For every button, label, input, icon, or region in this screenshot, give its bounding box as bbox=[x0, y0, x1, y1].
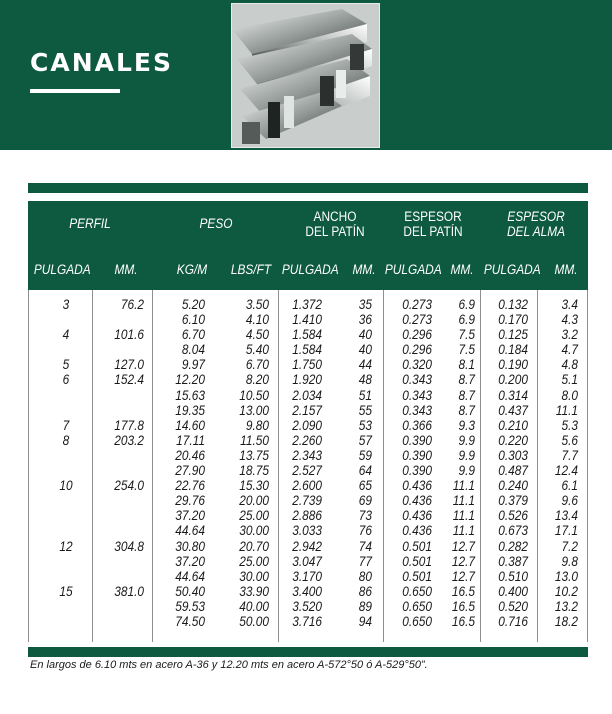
table-cell: 76 bbox=[358, 523, 372, 539]
table-cell: 0.132 bbox=[498, 297, 528, 312]
table-cell: 0.390 bbox=[402, 432, 432, 448]
table-cell bbox=[102, 448, 144, 463]
table-cell: 2.527 bbox=[292, 463, 322, 479]
header-espesor-patin-1: ESPESOR bbox=[404, 209, 462, 224]
table-cell: 11.50 bbox=[240, 432, 269, 448]
table-cell: 17.11 bbox=[176, 432, 205, 448]
table-cell: 2.034 bbox=[292, 387, 322, 403]
header-ancho-2: DEL PATÍN bbox=[305, 224, 365, 239]
table-cell: 17.1 bbox=[554, 523, 578, 539]
top-divider-bar bbox=[28, 183, 588, 193]
table-cell: 94 bbox=[358, 613, 372, 629]
table-cell: 12.7 bbox=[451, 568, 475, 584]
table-cell: 2.090 bbox=[292, 417, 322, 433]
table-cell bbox=[102, 614, 144, 629]
table-cell: 0.510 bbox=[498, 568, 528, 584]
table-cell: 0.501 bbox=[402, 568, 432, 584]
table-cell: 6.10 bbox=[181, 312, 205, 328]
table-cell: 101.6 bbox=[114, 327, 144, 343]
footnote: En largos de 6.10 mts en acero A-36 y 12.20 mts en acero A-572°50 ó A-529°50”. bbox=[30, 659, 428, 671]
table-cell: 27.90 bbox=[175, 463, 205, 479]
table-border-left bbox=[28, 290, 29, 642]
table-cell: 2.600 bbox=[292, 478, 322, 494]
table-cell bbox=[102, 463, 144, 478]
table-cell: 64 bbox=[358, 463, 372, 479]
table-cell: 14.60 bbox=[175, 417, 205, 433]
table-cell: 8.7 bbox=[458, 372, 475, 388]
table-cell: 20.00 bbox=[239, 493, 269, 509]
table-cell: 50.40 bbox=[175, 583, 205, 599]
table-cell: 6.1 bbox=[561, 478, 578, 494]
table-cell: 5.1 bbox=[561, 372, 578, 388]
table-cell: 18.2 bbox=[554, 613, 578, 629]
table-cell: 7.2 bbox=[561, 538, 578, 554]
table-cell: 12.4 bbox=[554, 463, 578, 479]
table-cell: 0.390 bbox=[402, 463, 432, 479]
table-cell: 51 bbox=[358, 387, 372, 403]
table-cell: 20.46 bbox=[175, 447, 205, 463]
table-cell: 12.7 bbox=[451, 538, 475, 554]
table-header bbox=[28, 201, 588, 290]
table-cell: 7.7 bbox=[561, 447, 578, 463]
table-cell bbox=[102, 523, 144, 538]
table-cell: 9.3 bbox=[458, 417, 475, 433]
column-lbsft bbox=[222, 297, 269, 629]
table-cell: 381.0 bbox=[114, 583, 144, 599]
table-cell: 37.20 bbox=[175, 508, 205, 524]
table-cell bbox=[102, 403, 144, 418]
column-divider bbox=[278, 290, 279, 642]
table-cell: 13.2 bbox=[554, 598, 578, 614]
table-cell: 44 bbox=[358, 357, 372, 373]
table-cell: 0.390 bbox=[402, 447, 432, 463]
table-cell bbox=[102, 508, 144, 523]
table-cell: 0.303 bbox=[498, 447, 528, 463]
subheader-patin-pulgada: PULGADA bbox=[384, 262, 442, 277]
table-cell: 10.50 bbox=[239, 387, 269, 403]
steel-channels-photo bbox=[231, 3, 380, 148]
subheader-alma-pulgada: PULGADA bbox=[483, 262, 541, 277]
table-cell: 1.584 bbox=[292, 342, 322, 358]
table-cell: 0.184 bbox=[498, 342, 528, 358]
table-cell: 2.942 bbox=[292, 538, 322, 554]
header-espesor-patin-2: DEL PATÍN bbox=[403, 224, 463, 239]
table-cell: 36 bbox=[358, 312, 372, 328]
header-ancho-1: ANCHO bbox=[313, 209, 357, 224]
table-cell: 6.70 bbox=[181, 327, 205, 343]
table-cell: 0.240 bbox=[498, 478, 528, 494]
table-cell: 5.3 bbox=[561, 417, 578, 433]
table-cell bbox=[102, 312, 144, 327]
subheader-alma-mm: MM. bbox=[554, 262, 578, 277]
table-cell: 0.190 bbox=[498, 357, 528, 373]
table-cell: 3.4 bbox=[561, 297, 578, 312]
table-cell: 0.501 bbox=[402, 553, 432, 569]
table-cell: 8.7 bbox=[458, 387, 475, 403]
table-cell: 30.80 bbox=[175, 538, 205, 554]
table-cell: 0.487 bbox=[498, 463, 528, 479]
table-cell: 0.296 bbox=[402, 342, 432, 358]
table-cell: 74.50 bbox=[175, 613, 205, 629]
table-cell: 3.170 bbox=[292, 568, 322, 584]
column-perfil-pulgada bbox=[48, 297, 84, 629]
column-alma-pulgada bbox=[488, 297, 528, 629]
table-cell: 2.343 bbox=[292, 447, 322, 463]
table-cell: 11.1 bbox=[452, 523, 475, 539]
table-cell: 86 bbox=[358, 583, 372, 599]
table-cell: 9.9 bbox=[458, 447, 475, 463]
table-cell: 0.436 bbox=[402, 523, 432, 539]
table-cell bbox=[50, 448, 82, 463]
table-cell: 4 bbox=[62, 327, 70, 343]
table-cell: 1.372 bbox=[292, 297, 322, 312]
table-cell: 0.314 bbox=[498, 387, 528, 403]
table-cell: 30.00 bbox=[239, 568, 269, 584]
table-cell: 1.750 bbox=[292, 357, 322, 373]
table-cell: 76.2 bbox=[120, 297, 144, 312]
table-cell: 0.436 bbox=[402, 508, 432, 524]
table-cell: 9.97 bbox=[181, 357, 205, 373]
column-divider bbox=[537, 290, 538, 642]
table-cell: 0.170 bbox=[498, 312, 528, 328]
table-cell bbox=[50, 614, 82, 629]
table-cell: 0.650 bbox=[402, 613, 432, 629]
table-cell: 37.20 bbox=[175, 553, 205, 569]
table-cell: 6.9 bbox=[458, 312, 475, 328]
table-cell: 0.273 bbox=[402, 312, 432, 328]
table-cell: 0.520 bbox=[498, 598, 528, 614]
table-cell: 22.76 bbox=[175, 478, 205, 494]
column-divider bbox=[92, 290, 93, 642]
table-cell: 8.20 bbox=[245, 372, 269, 388]
table-cell: 0.282 bbox=[498, 538, 528, 554]
table-cell: 0.673 bbox=[498, 523, 528, 539]
table-cell: 44.64 bbox=[175, 568, 205, 584]
subheader-kgm: KG/M bbox=[176, 262, 208, 277]
table-cell: 10.2 bbox=[554, 583, 578, 599]
column-patin-pulgada bbox=[392, 297, 432, 629]
subheader-pulgada: PULGADA bbox=[33, 262, 91, 277]
table-cell: 3.520 bbox=[292, 598, 322, 614]
subheader-lbsft: LBS/FT bbox=[230, 262, 272, 277]
table-cell: 177.8 bbox=[114, 417, 144, 433]
table-cell: 74 bbox=[358, 538, 372, 554]
column-ancho-mm bbox=[340, 297, 372, 629]
table-cell: 5.6 bbox=[561, 432, 578, 448]
table-cell: 8.1 bbox=[458, 357, 475, 373]
table-cell: 50.00 bbox=[239, 613, 269, 629]
table-cell: 11.1 bbox=[452, 508, 475, 524]
table-cell: 2.260 bbox=[292, 432, 322, 448]
table-cell: 0.125 bbox=[498, 327, 528, 343]
table-cell: 203.2 bbox=[114, 432, 144, 448]
table-cell: 33.90 bbox=[239, 583, 269, 599]
table-cell: 0.650 bbox=[402, 598, 432, 614]
table-cell: 11.1 bbox=[452, 478, 475, 494]
table-cell: 13.4 bbox=[554, 508, 578, 524]
table-cell: 15 bbox=[59, 583, 73, 599]
table-cell bbox=[102, 493, 144, 508]
table-cell: 4.8 bbox=[561, 357, 578, 373]
table-border-right bbox=[587, 290, 588, 642]
table-cell: 20.70 bbox=[239, 538, 269, 554]
table-cell: 7 bbox=[62, 417, 70, 433]
title-underline bbox=[30, 89, 120, 93]
table-cell: 12.20 bbox=[175, 372, 205, 388]
table-cell: 0.436 bbox=[402, 493, 432, 509]
table-cell: 6.9 bbox=[458, 297, 475, 312]
table-cell: 4.50 bbox=[245, 327, 269, 343]
table-cell: 16.5 bbox=[451, 598, 475, 614]
table-cell: 12.7 bbox=[451, 553, 475, 569]
table-cell: 2.739 bbox=[292, 493, 322, 509]
column-divider bbox=[383, 290, 384, 642]
table-cell: 5.40 bbox=[245, 342, 269, 358]
table-cell: 0.387 bbox=[498, 553, 528, 569]
header-banner bbox=[0, 0, 612, 150]
table-cell bbox=[50, 403, 82, 418]
table-cell: 8 bbox=[62, 432, 70, 448]
subheader-mm: MM. bbox=[114, 262, 138, 277]
table-cell: 73 bbox=[358, 508, 372, 524]
table-cell bbox=[50, 554, 82, 569]
table-cell: 5.20 bbox=[181, 297, 205, 312]
table-cell: 30.00 bbox=[239, 523, 269, 539]
table-cell bbox=[50, 493, 82, 508]
table-cell: 0.220 bbox=[498, 432, 528, 448]
table-cell: 2.157 bbox=[292, 402, 322, 418]
table-cell: 69 bbox=[358, 493, 372, 509]
table-cell: 44.64 bbox=[175, 523, 205, 539]
table-cell: 1.410 bbox=[292, 312, 322, 328]
column-kgm bbox=[160, 297, 205, 629]
table-cell: 35 bbox=[358, 297, 372, 312]
table-cell bbox=[102, 569, 144, 584]
table-cell: 13.75 bbox=[239, 447, 269, 463]
table-cell: 40 bbox=[358, 327, 372, 343]
table-cell: 4.10 bbox=[245, 312, 269, 328]
table-cell: 89 bbox=[358, 598, 372, 614]
table-cell: 1.584 bbox=[292, 327, 322, 343]
table-cell: 40.00 bbox=[239, 598, 269, 614]
table-cell: 7.5 bbox=[458, 342, 475, 358]
header-espesor-alma-2: DEL ALMA bbox=[506, 224, 566, 239]
table-cell: 0.437 bbox=[498, 402, 528, 418]
table-cell: 48 bbox=[358, 372, 372, 388]
table-cell: 3.047 bbox=[292, 553, 322, 569]
table-cell: 3 bbox=[62, 297, 70, 312]
table-cell: 11.1 bbox=[452, 493, 475, 509]
table-cell: 3.716 bbox=[292, 613, 322, 629]
table-cell: 152.4 bbox=[114, 372, 144, 388]
table-cell bbox=[50, 342, 82, 357]
table-cell: 0.296 bbox=[402, 327, 432, 343]
table-cell: 40 bbox=[358, 342, 372, 358]
table-cell: 1.920 bbox=[292, 372, 322, 388]
table-cell: 0.343 bbox=[402, 387, 432, 403]
table-cell: 0.273 bbox=[402, 297, 432, 312]
table-cell: 25.00 bbox=[239, 508, 269, 524]
table-cell: 2.886 bbox=[292, 508, 322, 524]
header-perfil: PERFIL bbox=[69, 216, 111, 231]
table-cell: 15.30 bbox=[239, 478, 269, 494]
table-cell: 18.75 bbox=[239, 463, 269, 479]
table-cell: 8.04 bbox=[181, 342, 205, 358]
table-cell bbox=[50, 508, 82, 523]
table-cell: 10 bbox=[59, 478, 73, 494]
table-cell: 0.436 bbox=[402, 478, 432, 494]
column-divider bbox=[480, 290, 481, 642]
table-cell: 3.033 bbox=[292, 523, 322, 539]
table-cell: 254.0 bbox=[114, 478, 144, 494]
header-espesor-alma-1: ESPESOR bbox=[507, 209, 565, 224]
table-cell: 0.343 bbox=[402, 372, 432, 388]
table-cell: 9.9 bbox=[458, 432, 475, 448]
table-cell bbox=[102, 342, 144, 357]
table-cell: 59.53 bbox=[175, 598, 205, 614]
table-cell: 29.76 bbox=[175, 493, 205, 509]
table-cell bbox=[50, 523, 82, 538]
table-cell: 304.8 bbox=[114, 538, 144, 554]
subheader-patin-mm: MM. bbox=[450, 262, 474, 277]
table-cell: 16.5 bbox=[451, 583, 475, 599]
table-cell: 3.400 bbox=[292, 583, 322, 599]
table-cell: 0.343 bbox=[402, 402, 432, 418]
table-cell: 9.8 bbox=[561, 553, 578, 569]
table-cell: 0.200 bbox=[498, 372, 528, 388]
table-cell: 127.0 bbox=[114, 357, 144, 373]
table-cell: 59 bbox=[358, 447, 372, 463]
table-cell: 3.2 bbox=[561, 327, 578, 343]
subheader-ancho-mm: MM. bbox=[352, 262, 376, 277]
table-cell bbox=[102, 388, 144, 403]
table-cell: 0.501 bbox=[402, 538, 432, 554]
table-cell: 13.0 bbox=[554, 568, 578, 584]
table-cell: 19.35 bbox=[175, 402, 205, 418]
table-cell: 0.366 bbox=[402, 417, 432, 433]
column-alma-mm bbox=[546, 297, 578, 629]
table-cell: 6 bbox=[62, 372, 70, 388]
table-cell: 4.7 bbox=[561, 342, 578, 358]
table-cell bbox=[50, 569, 82, 584]
table-cell bbox=[50, 463, 82, 478]
table-cell: 9.6 bbox=[561, 493, 578, 509]
subheader-ancho-pulgada: PULGADA bbox=[281, 262, 339, 277]
table-cell: 0.400 bbox=[498, 583, 528, 599]
table-cell: 0.379 bbox=[498, 493, 528, 509]
table-cell: 4.3 bbox=[561, 312, 578, 328]
table-cell: 5 bbox=[62, 357, 70, 373]
table-cell: 9.80 bbox=[245, 417, 269, 433]
table-cell: 15.63 bbox=[175, 387, 205, 403]
table-cell: 0.650 bbox=[402, 583, 432, 599]
table-cell: 0.320 bbox=[402, 357, 432, 373]
table-cell bbox=[50, 599, 82, 614]
table-cell: 11.1 bbox=[555, 402, 578, 418]
table-cell: 16.5 bbox=[451, 613, 475, 629]
table-cell: 8.7 bbox=[458, 402, 475, 418]
table-cell: 6.70 bbox=[245, 357, 269, 373]
table-cell: 13.00 bbox=[239, 402, 269, 418]
table-cell: 65 bbox=[358, 478, 372, 494]
table-cell: 25.00 bbox=[239, 553, 269, 569]
table-cell: 53 bbox=[358, 417, 372, 433]
table-cell: 55 bbox=[358, 402, 372, 418]
bottom-divider-bar bbox=[28, 647, 588, 657]
column-divider bbox=[152, 290, 153, 642]
table-cell bbox=[102, 599, 144, 614]
table-cell bbox=[50, 312, 82, 327]
column-patin-mm bbox=[440, 297, 475, 629]
table-cell: 0.716 bbox=[498, 613, 528, 629]
table-cell: 0.210 bbox=[498, 417, 528, 433]
table-cell: 3.50 bbox=[245, 297, 269, 312]
table-cell: 80 bbox=[358, 568, 372, 584]
table-cell: 8.0 bbox=[561, 387, 578, 403]
column-perfil-mm bbox=[96, 297, 144, 629]
page-title: CANALES bbox=[30, 48, 173, 77]
table-cell: 9.9 bbox=[458, 463, 475, 479]
column-ancho-pulgada bbox=[282, 297, 322, 629]
table-cell: 7.5 bbox=[458, 327, 475, 343]
table-cell: 77 bbox=[358, 553, 372, 569]
table-cell bbox=[102, 554, 144, 569]
table-cell bbox=[50, 388, 82, 403]
table-cell: 12 bbox=[59, 538, 73, 554]
header-peso: PESO bbox=[199, 216, 233, 231]
table-cell: 57 bbox=[358, 432, 372, 448]
table-cell: 0.526 bbox=[498, 508, 528, 524]
